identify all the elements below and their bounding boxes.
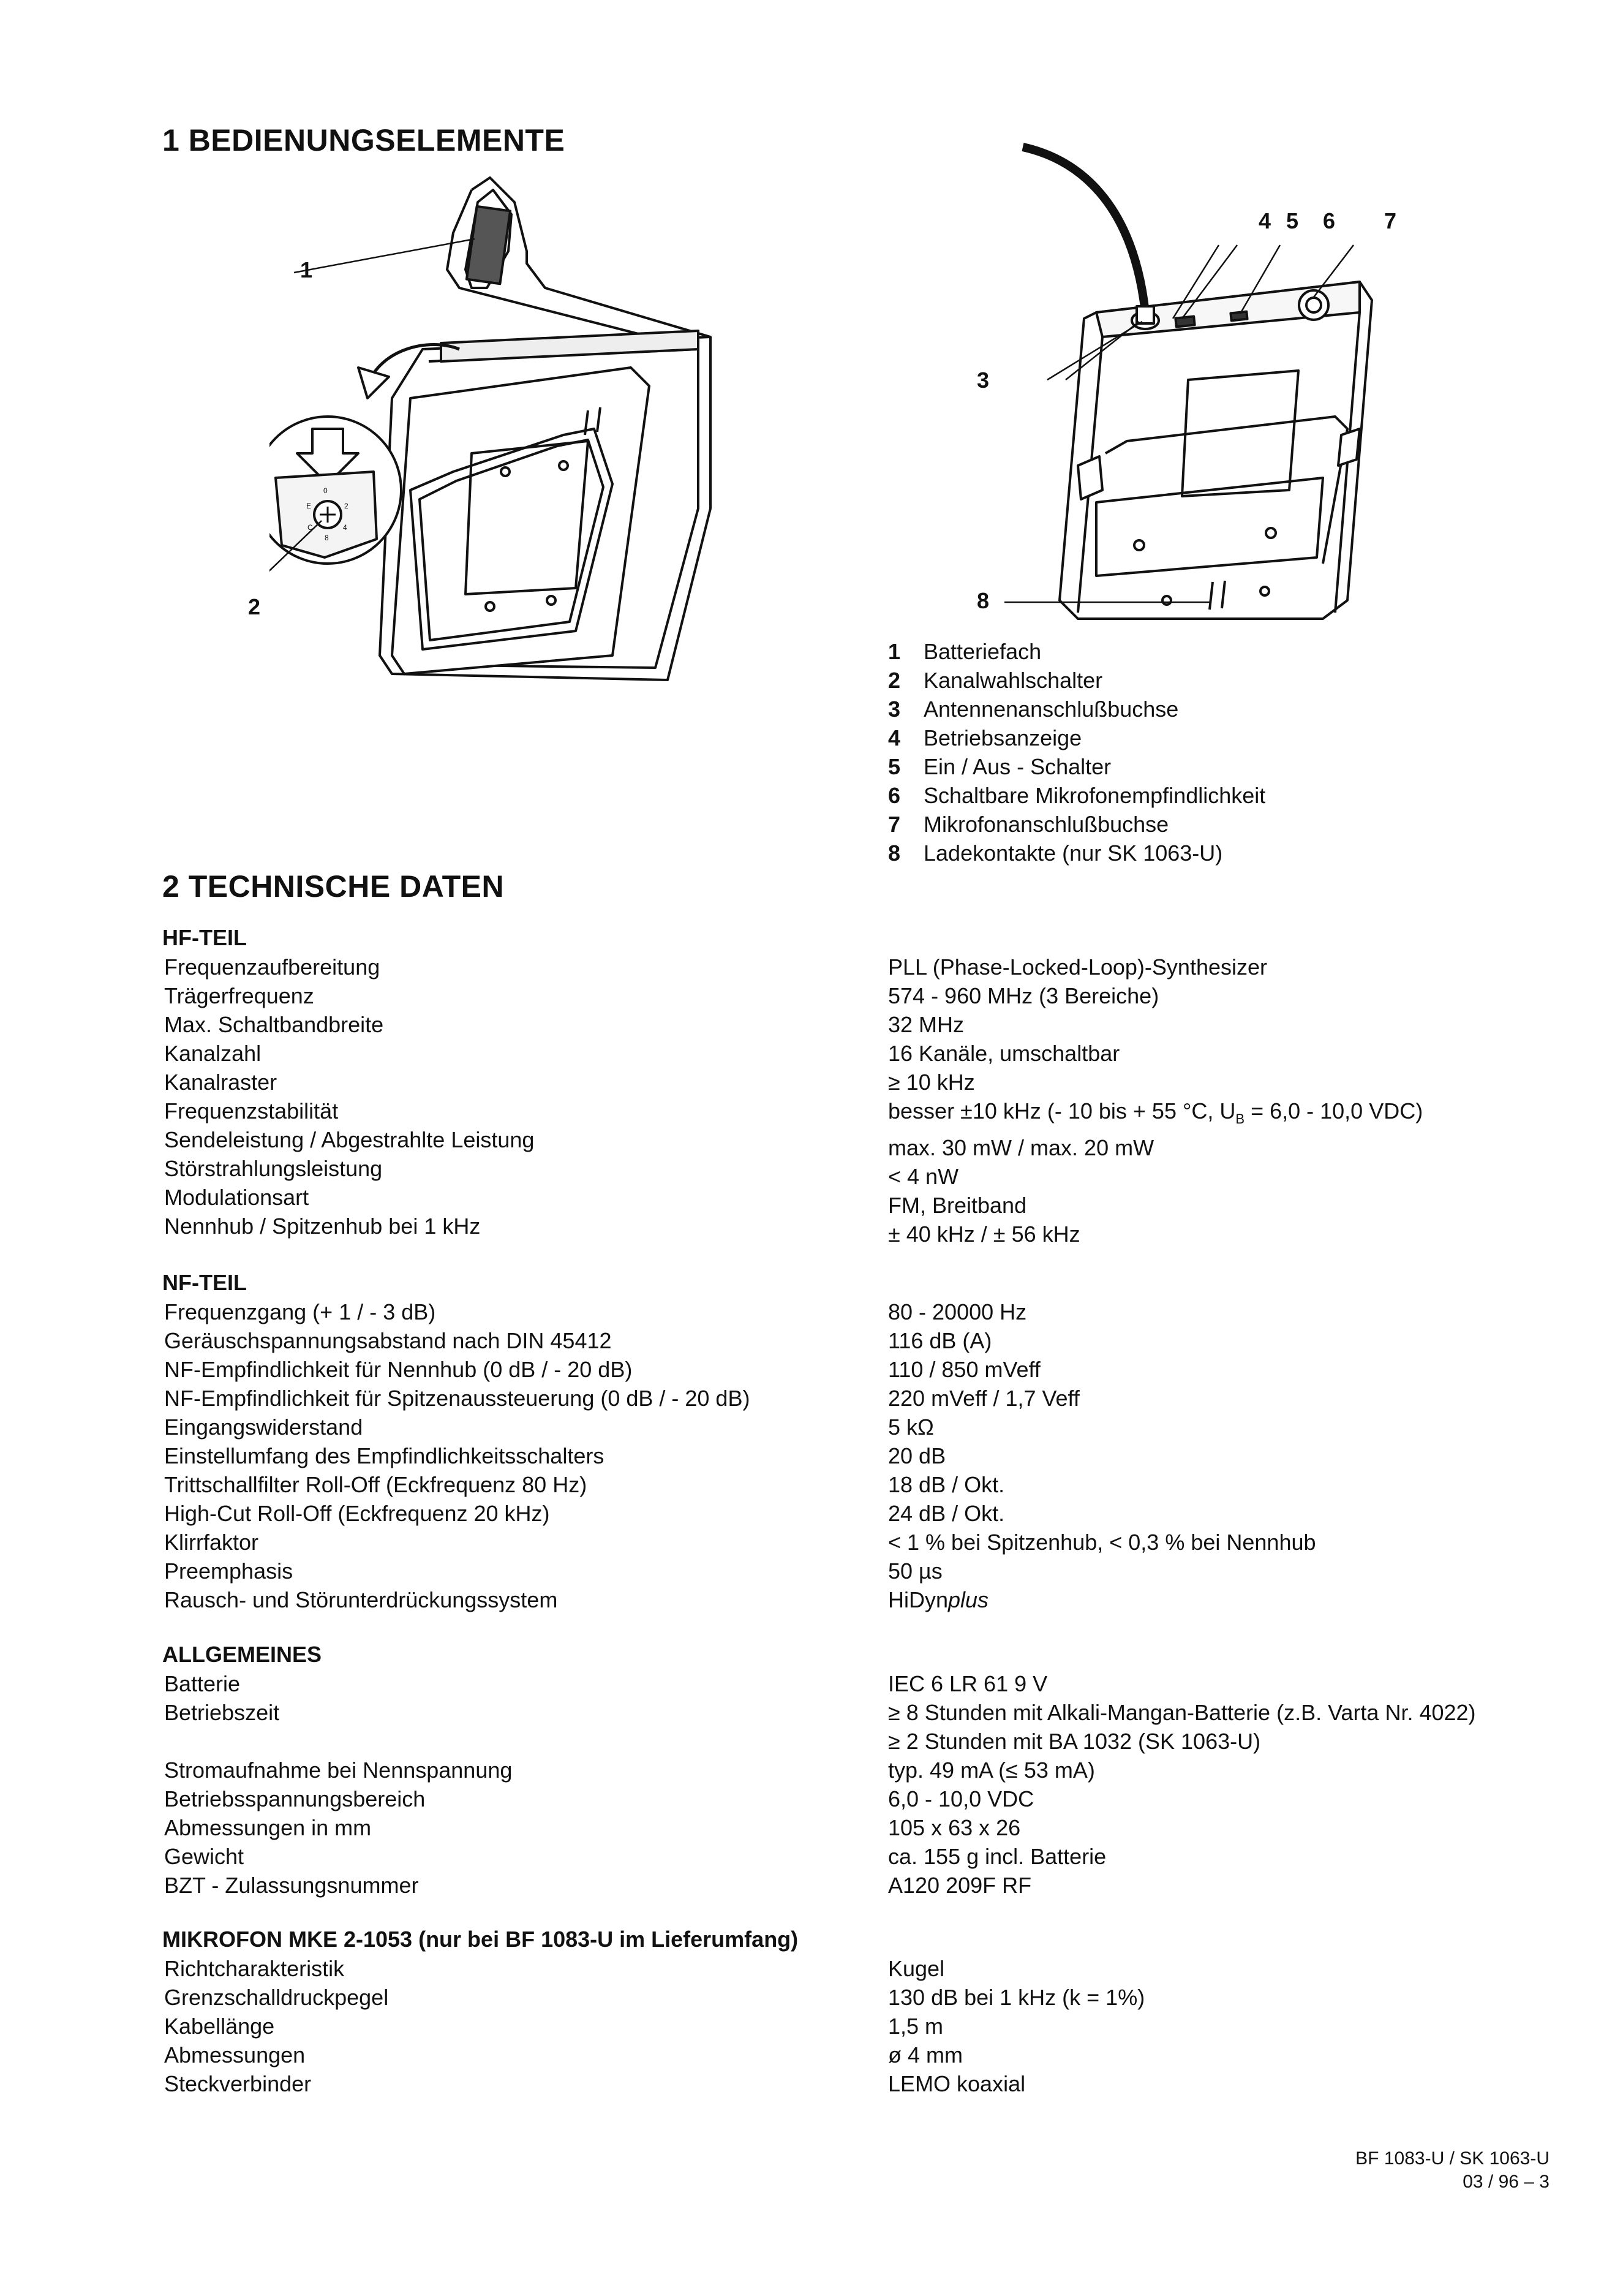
callout-4: 4 [1259, 208, 1271, 233]
spec-label: Kanalraster [164, 1070, 277, 1095]
spec-value: ≥ 8 Stunden mit Alkali-Mangan-Batterie (z.B. Varta Nr. 4022) [888, 1700, 1476, 1725]
legend-item: 6 Schaltbare Mikrofonempfindlichkeit [888, 783, 1266, 808]
svg-text:0: 0 [323, 486, 328, 495]
callout-7: 7 [1384, 208, 1397, 233]
allg-labels [164, 1669, 512, 1900]
spec-value: 16 Kanäle, umschaltbar [888, 1041, 1120, 1066]
legend-item: 7 Mikrofonanschlußbuchse [888, 812, 1169, 837]
spec-value: 6,0 - 10,0 VDC [888, 1786, 1034, 1811]
nf-heading: NF-TEIL [162, 1270, 247, 1295]
spec-value: LEMO koaxial [888, 2071, 1026, 2096]
spec-label: Grenzschalldruckpegel [164, 1985, 389, 2010]
legend-item: 5 Ein / Aus - Schalter [888, 754, 1112, 779]
spec-label: Abmessungen [164, 2042, 306, 2068]
footer-page: 03 / 96 – 3 [1463, 2172, 1550, 2192]
callout-1: 1 [300, 257, 313, 282]
spec-value: 5 kΩ [888, 1414, 934, 1440]
svg-text:C: C [307, 523, 313, 532]
spec-value: ø 4 mm [888, 2042, 963, 2068]
spec-value: 32 MHz [888, 1012, 965, 1037]
spec-label: Steckverbinder [164, 2071, 312, 2096]
spec-label: Frequenzaufbereitung [164, 954, 380, 980]
spec-value: ca. 155 g incl. Batterie [888, 1844, 1107, 1869]
spec-value: ± 40 kHz / ± 56 kHz [888, 1222, 1080, 1247]
spec-label: NF-Empfindlichkeit für Nennhub (0 dB / - 20 dB) [164, 1357, 633, 1382]
hf-values [888, 953, 1423, 1248]
spec-label: Betriebsspannungsbereich [164, 1786, 426, 1811]
spec-label: Klirrfaktor [164, 1530, 259, 1555]
spec-label: NF-Empfindlichkeit für Spitzenaussteuerung (0 dB / - 20 dB) [164, 1386, 750, 1411]
spec-label: Modulationsart [164, 1185, 309, 1210]
spec-value: < 4 nW [888, 1164, 959, 1190]
spec-label: Richtcharakteristik [164, 1956, 345, 1981]
spec-value: 220 mVeff / 1,7 Veff [888, 1386, 1080, 1411]
spec-value: 116 dB (A) [888, 1328, 992, 1353]
page-footer [1355, 2147, 1550, 2194]
allg-heading: ALLGEMEINES [162, 1642, 322, 1667]
spec-label: Trittschallfilter Roll-Off (Eckfrequenz 80 Hz) [164, 1472, 587, 1497]
legend-item: 2 Kanalwahlschalter [888, 668, 1103, 693]
spec-label: Kabellänge [164, 2014, 275, 2039]
spec-value: FM, Breitband [888, 1193, 1027, 1218]
legend-list [888, 637, 1265, 867]
spec-value: typ. 49 mA (≤ 53 mA) [888, 1758, 1095, 1783]
spec-value: IEC 6 LR 61 9 V [888, 1671, 1048, 1696]
legend-item: 3 Antennenanschlußbuchse [888, 697, 1179, 722]
spec-label: Frequenzstabilität [164, 1098, 339, 1123]
spec-value: 1,5 m [888, 2014, 944, 2039]
svg-text:8: 8 [325, 534, 329, 542]
spec-label: Batterie [164, 1671, 241, 1696]
callout-6: 6 [1323, 208, 1336, 233]
spec-label: Sendeleistung / Abgestrahlte Leistung [164, 1127, 535, 1152]
footer-model: BF 1083-U / SK 1063-U [1355, 2148, 1550, 2169]
svg-text:4: 4 [343, 523, 347, 532]
legend-item: 8 Ladekontakte (nur SK 1063-U) [888, 840, 1223, 866]
spec-label: Preemphasis [164, 1558, 293, 1584]
spec-label: Kanalzahl [164, 1041, 262, 1066]
spec-value: Kugel [888, 1956, 945, 1981]
spec-label: Betriebszeit [164, 1700, 280, 1725]
spec-value: besser ±10 kHz (- 10 bis + 55 °C, $U_B = 6,0 - 10,0$ VDC) [888, 1098, 1423, 1127]
spec-value: A120 209F RF [888, 1873, 1032, 1898]
figure-battery-compartment [248, 165, 735, 692]
spec-value: 110 / 850 mVeff [888, 1357, 1041, 1382]
spec-value: max. 30 mW / max. 20 mW [888, 1135, 1154, 1161]
spec-value: 80 - 20000 Hz [888, 1299, 1027, 1324]
spec-label: Einstellumfang des Empfindlichkeitsschalters [164, 1443, 604, 1468]
callout-5: 5 [1286, 208, 1299, 233]
spec-label: Max. Schaltbandbreite [164, 1012, 384, 1037]
spec-value: HiDynplus [888, 1587, 989, 1612]
callout-2: 2 [248, 594, 261, 619]
spec-label: Störstrahlungsleistung [164, 1156, 383, 1181]
spec-label: Stromaufnahme bei Nennspannung [164, 1758, 513, 1783]
spec-label [164, 1727, 512, 1756]
mic-labels [164, 1954, 388, 2098]
spec-value: 130 dB bei 1 kHz (k = 1%) [888, 1985, 1145, 2010]
transmitter-front-drawing [955, 135, 1445, 655]
section-2-title: 2 TECHNISCHE DATEN [162, 869, 505, 904]
spec-value: 20 dB [888, 1443, 946, 1468]
spec-label: Rausch- und Störunterdrückungssystem [164, 1587, 558, 1612]
callout-8: 8 [977, 588, 990, 613]
hf-heading: HF-TEIL [162, 925, 247, 950]
hf-labels [164, 953, 534, 1241]
callout-3: 3 [977, 368, 990, 393]
spec-value: PLL (Phase-Locked-Loop)-Synthesizer [888, 954, 1267, 980]
section-1-title: 1 BEDIENUNGSELEMENTE [162, 123, 565, 157]
transmitter-open-drawing [269, 165, 735, 692]
spec-value: 50 µs [888, 1558, 943, 1584]
spec-label: Geräuschspannungsabstand nach DIN 45412 [164, 1328, 612, 1353]
spec-value: 18 dB / Okt. [888, 1472, 1005, 1497]
spec-value: 574 - 960 MHz (3 Bereiche) [888, 983, 1159, 1008]
spec-value: ≥ 2 Stunden mit BA 1032 (SK 1063-U) [888, 1729, 1261, 1754]
mic-values [888, 1954, 1145, 2098]
spec-value: 105 x 63 x 26 [888, 1815, 1021, 1840]
spec-label: Eingangswiderstand [164, 1414, 363, 1440]
allg-values [888, 1669, 1476, 1900]
svg-text:E: E [306, 502, 312, 510]
legend-item: 4 Betriebsanzeige [888, 725, 1082, 750]
spec-label: BZT - Zulassungsnummer [164, 1873, 419, 1898]
spec-value: 24 dB / Okt. [888, 1501, 1005, 1526]
spec-value: ≥ 10 kHz [888, 1070, 975, 1095]
spec-value: < 1 % bei Spitzenhub, < 0,3 % bei Nennhub [888, 1530, 1316, 1555]
spec-label: Frequenzgang (+ 1 / - 3 dB) [164, 1299, 436, 1324]
mic-heading: MIKROFON MKE 2-1053 (nur bei BF 1083-U im Lieferumfang) [162, 1927, 799, 1952]
svg-text:2: 2 [344, 502, 348, 510]
spec-label: Abmessungen in mm [164, 1815, 372, 1840]
spec-label: Trägerfrequenz [164, 983, 314, 1008]
spec-label: Gewicht [164, 1844, 244, 1869]
spec-label: Nennhub / Spitzenhub bei 1 kHz [164, 1214, 481, 1239]
nf-labels [164, 1297, 750, 1614]
legend-item: 1 Batteriefach [888, 639, 1042, 664]
spec-label: High-Cut Roll-Off (Eckfrequenz 20 kHz) [164, 1501, 550, 1526]
nf-values [888, 1297, 1316, 1614]
figure-transmitter-controls [955, 135, 1445, 655]
